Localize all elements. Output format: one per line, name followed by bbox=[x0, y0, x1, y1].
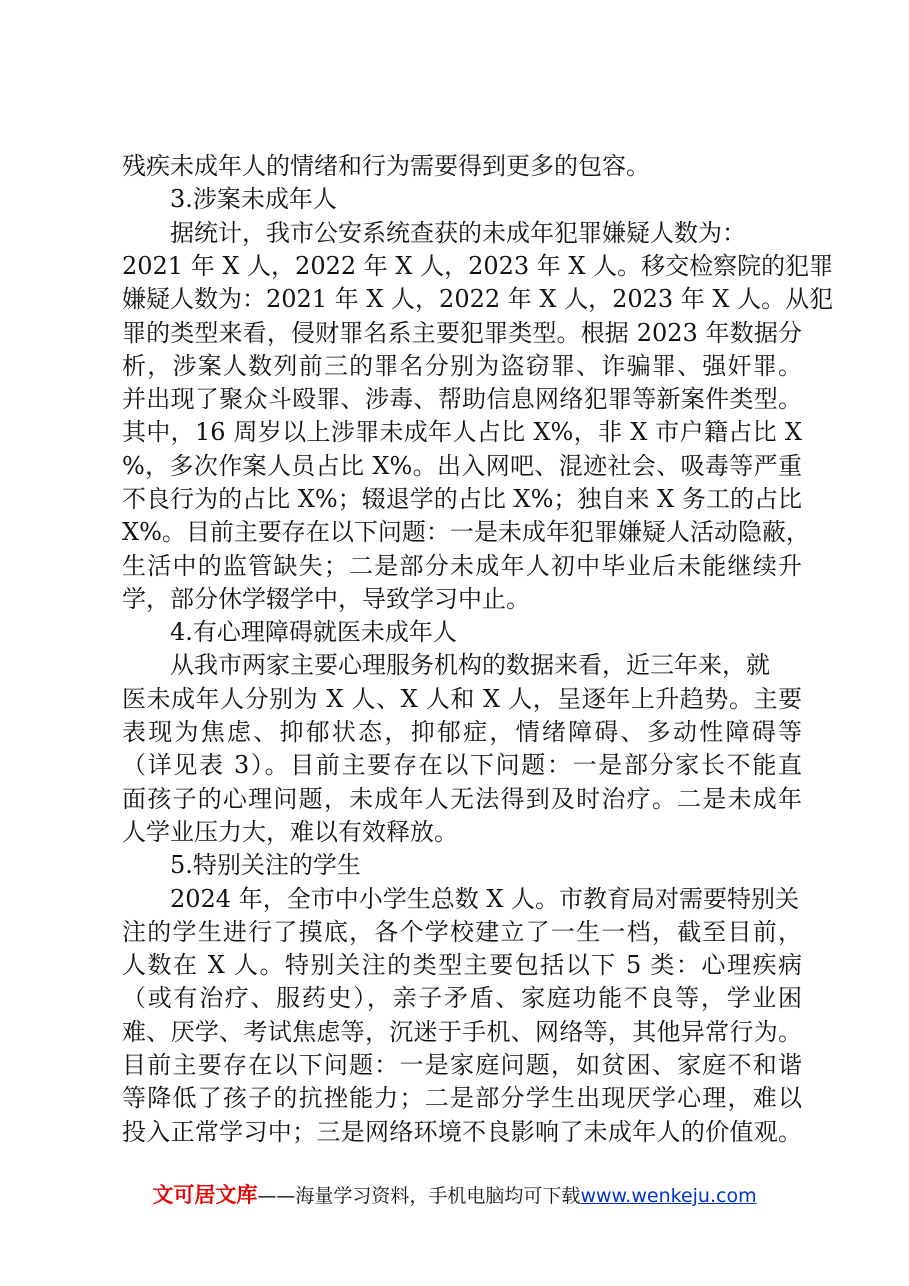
paragraph-line: 残疾未成年人的情绪和行为需要得到更多的包容。 bbox=[122, 152, 650, 180]
section-heading: 3.涉案未成年人 bbox=[170, 185, 337, 213]
paragraph-line: 罪的类型来看，侵财罪名系主要犯罪类型。根据 2023 年数据分 bbox=[122, 319, 802, 347]
paragraph-line: （详见表 3）。目前主要存在以下问题：一是部分家长不能直 bbox=[122, 751, 802, 779]
paragraph-line: 面孩子的心理问题，未成年人无法得到及时治疗。二是未成年 bbox=[122, 785, 802, 813]
paragraph-line: 医未成年人分别为 X 人、X 人和 X 人，呈逐年上升趋势。主要 bbox=[122, 685, 802, 713]
paragraph-line: X%。目前主要存在以下问题：一是未成年犯罪嫌疑人活动隐蔽， bbox=[122, 518, 810, 546]
paragraph-line: 学，部分休学辍学中，导致学习中止。 bbox=[122, 585, 530, 613]
section-heading: 4.有心理障碍就医未成年人 bbox=[170, 618, 457, 646]
paragraph-line: 目前主要存在以下问题：一是家庭问题，如贫困、家庭不和谐 bbox=[122, 1051, 802, 1079]
paragraph-line: 2024 年，全市中小学生总数 X 人。市教育局对需要特别关 bbox=[170, 885, 800, 913]
paragraph-line: 等降低了孩子的抗挫能力；二是部分学生出现厌学心理，难以 bbox=[122, 1084, 802, 1112]
footer-link[interactable]: www.wenkeju.com bbox=[580, 1185, 757, 1207]
paragraph-line: 不良行为的占比 X%；辍退学的占比 X%；独自来 X 务工的占比 bbox=[122, 485, 802, 513]
paragraph-line: 生活中的监管缺失；二是部分未成年人初中毕业后未能继续升 bbox=[122, 552, 802, 580]
paragraph-line: %，多次作案人员占比 X%。出入网吧、混迹社会、吸毒等严重 bbox=[122, 452, 802, 480]
paragraph-line: 人学业压力大，难以有效释放。 bbox=[122, 818, 458, 846]
section-heading: 5.特别关注的学生 bbox=[170, 851, 361, 879]
page-footer bbox=[0, 1180, 909, 1211]
paragraph-line: （或有治疗、服药史），亲子矛盾、家庭功能不良等，学业困 bbox=[122, 984, 802, 1012]
footer-brand: 文可居文库 bbox=[152, 1183, 258, 1207]
paragraph-line: 难、厌学、考试焦虑等，沉迷于手机、网络等，其他异常行为。 bbox=[122, 1018, 802, 1046]
paragraph-line: 据统计，我市公安系统查获的未成年犯罪嫌疑人数为： bbox=[170, 219, 746, 247]
paragraph-line: 嫌疑人数为：2021 年 X 人，2022 年 X 人，2023 年 X 人。从犯 bbox=[122, 285, 834, 313]
paragraph-line: 其中，16 周岁以上涉罪未成年人占比 X%，非 X 市户籍占比 X bbox=[122, 418, 802, 446]
paragraph-line: 注的学生进行了摸底，各个学校建立了一生一档，截至目前， bbox=[122, 918, 802, 946]
paragraph-line: 2021 年 X 人，2022 年 X 人，2023 年 X 人。移交检察院的犯罪 bbox=[122, 252, 834, 280]
paragraph-line: 从我市两家主要心理服务机构的数据来看，近三年来，就 bbox=[170, 651, 770, 679]
paragraph-line: 并出现了聚众斗殴罪、涉毒、帮助信息网络犯罪等新案件类型。 bbox=[122, 385, 802, 413]
paragraph-line: 人数在 X 人。特别关注的类型主要包括以下 5 类：心理疾病 bbox=[122, 951, 802, 979]
paragraph-line: 析，涉案人数列前三的罪名分别为盗窃罪、诈骗罪、强奸罪。 bbox=[122, 352, 802, 380]
footer-slogan: ——海量学习资料，手机电脑均可下载 bbox=[257, 1185, 581, 1207]
paragraph-line: 投入正常学习中；三是网络环境不良影响了未成年人的价值观。 bbox=[122, 1118, 802, 1146]
paragraph-line: 表现为焦虑、抑郁状态，抑郁症，情绪障碍、多动性障碍等 bbox=[122, 718, 802, 746]
